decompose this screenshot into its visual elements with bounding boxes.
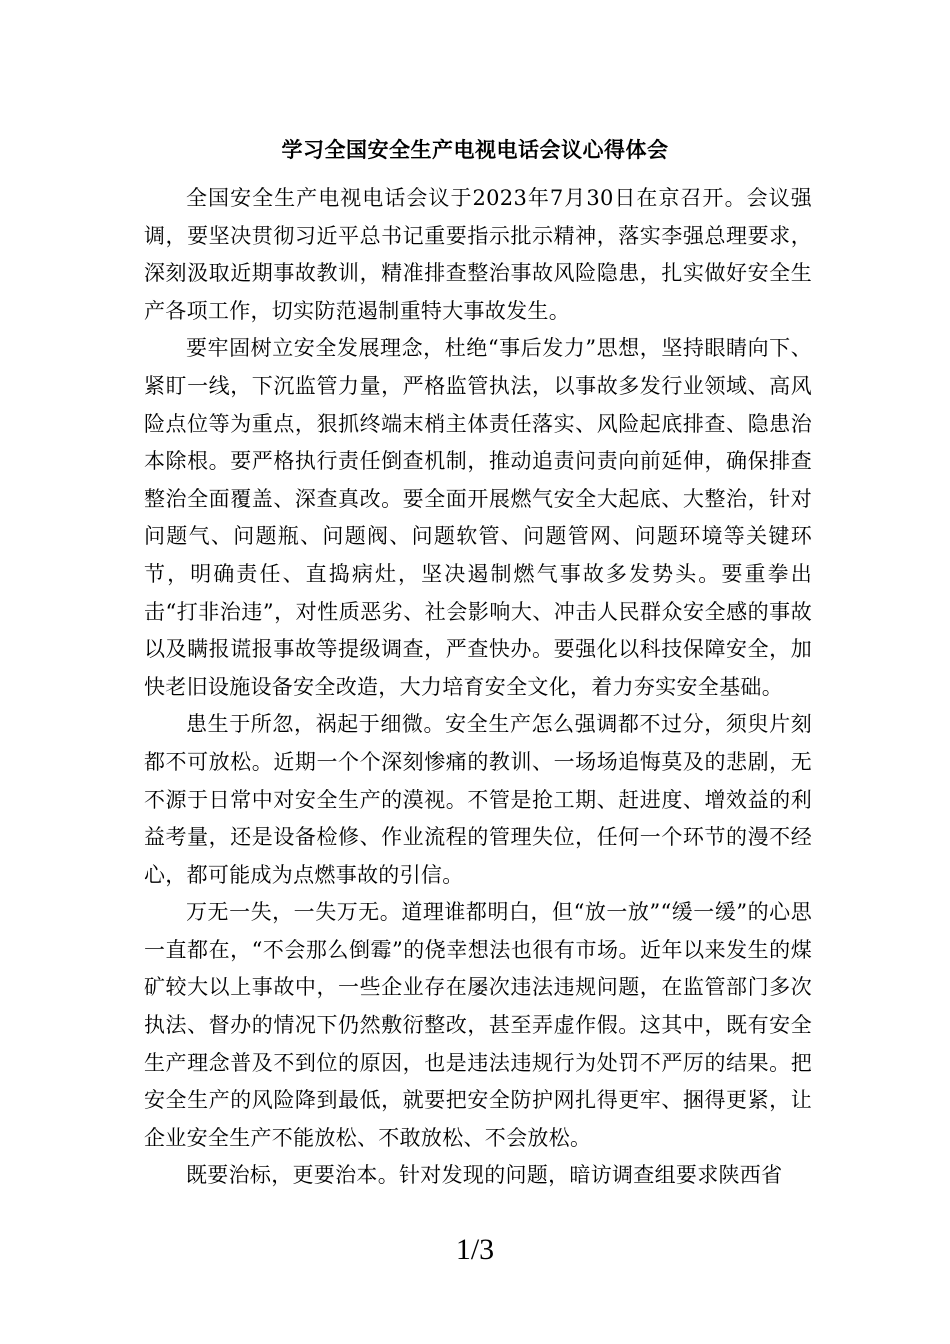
- paragraph-4: 万无一失，一失万无。道理谁都明白，但“放一放”“缓一缓”的心思一直都在，“不会那么倒霉”的侥幸想法也很有市场。近年以来发生的煤矿较大以上事故中，一些企业存在屡次违法违规问题，在监管部门多次执法、督办的情况下仍然敷衍整改，甚至弄虚作假。这其中，既有安全生产理念普及不到位的原因，也是违法违规行为处罚不严厉的结果。把安全生产的风险降到最低，就要把安全防护网扎得更牢、捆得更紧，让企业安全生产不能放松、不敢放松、不会放松。: [144, 900, 812, 1150]
- paragraph-1: 全国安全生产电视电话会议于2023年7月30日在京召开。会议强调，要坚决贯彻习近平总书记重要指示批示精神，落实李强总理要求，深刻汲取近期事故教训，精准排查整治事故风险隐患，扎实做好安全生产各项工作，切实防范遏制重特大事故发生。: [144, 186, 812, 323]
- document-body: [144, 180, 812, 1195]
- paragraph-5: 既要治标，更要治本。针对发现的问题，暗访调查组要求陕西省: [186, 1163, 783, 1188]
- paragraph-2: 要牢固树立安全发展理念，杜绝“事后发力”思想，坚持眼睛向下、紧盯一线，下沉监管力量，严格监管执法，以事故多发行业领域、高风险点位等为重点，狠抓终端末梢主体责任落实、风险起底排查、隐患治本除根。要严格执行责任倒查机制，推动追责问责向前延伸，确保排查整治全面覆盖、深查真改。要全面开展燃气安全大起底、大整治，针对问题气、问题瓶、问题阀、问题软管、问题管网、问题环境等关键环节，明确责任、直捣病灶，坚决遏制燃气事故多发势头。要重拳出击“打非治违”，对性质恶劣、社会影响大、冲击人民群众安全感的事故以及瞒报谎报事故等提级调查，严查快办。要强化以科技保障安全，加快老旧设施设备安全改造，大力培育安全文化，着力夯实安全基础。: [144, 336, 812, 699]
- paragraph-3: 患生于所忽，祸起于细微。安全生产怎么强调都不过分，须臾片刻都不可放松。近期一个个深刻惨痛的教训、一场场追悔莫及的悲剧，无不源于日常中对安全生产的漠视。不管是抢工期、赶进度、增效益的利益考量，还是设备检修、作业流程的管理失位，任何一个环节的漫不经心，都可能成为点燃事故的引信。: [144, 712, 812, 887]
- page-number: 1/3: [455, 1233, 495, 1266]
- document-title: 学习全国安全生产电视电话会议心得体会: [281, 138, 669, 162]
